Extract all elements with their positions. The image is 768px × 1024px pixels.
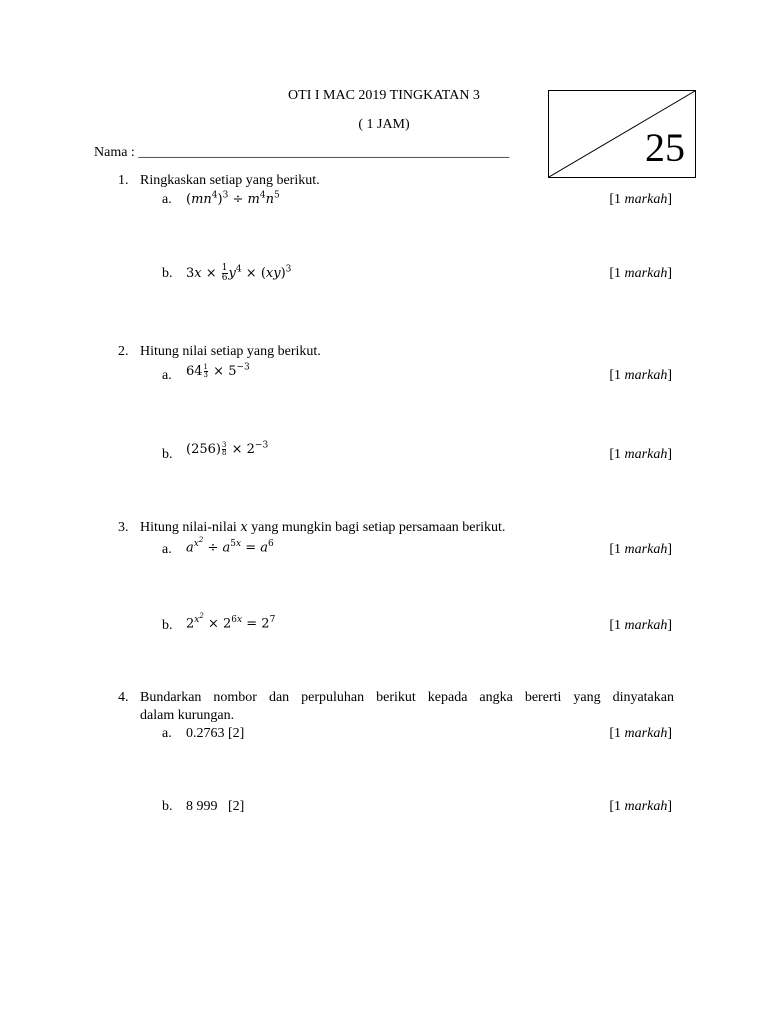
- question-1-text: Ringkaskan setiap yang berikut.: [140, 173, 320, 188]
- duration: ( 1 JAM): [358, 117, 410, 132]
- name-field[interactable]: _____________________________________________________: [138, 145, 510, 160]
- q2a-expression: 64 $\frac{1}{3}$ × $5^{-3}$: [186, 362, 250, 379]
- q4a-label: a.: [162, 726, 172, 741]
- question-1-number: 1.: [118, 173, 129, 188]
- score-value: 25: [645, 125, 685, 170]
- q1b-marks: [1 markah]: [609, 266, 672, 281]
- q4b-expression: 8 999 [2]: [186, 799, 245, 814]
- q4b-label: b.: [162, 799, 173, 814]
- q2b-expression: (256) $\frac{3}{8}$ × $2^{-3}$: [186, 440, 269, 457]
- q2b-label: b.: [162, 447, 173, 462]
- q3b-label: b.: [162, 618, 173, 633]
- q3a-marks: [1 markah]: [609, 542, 672, 557]
- q3b-expression: $2^{x^2} \times 2^{6x} = 2^7$: [186, 612, 276, 632]
- question-4-text-line2: dalam kurungan.: [140, 708, 235, 723]
- q4a-marks: [1 markah]: [609, 726, 672, 741]
- q4a-expression: 0.2763 [2]: [186, 726, 245, 741]
- question-2-number: 2.: [118, 344, 129, 359]
- question-3-text: Hitung nilai-nilai x yang mungkin bagi setiap persamaan berikut.: [140, 520, 506, 535]
- q1a-marks: [1 markah]: [609, 192, 672, 207]
- q2a-marks: [1 markah]: [609, 368, 672, 383]
- question-4-number: 4.: [118, 690, 129, 705]
- page-title: OTI I MAC 2019 TINGKATAN 3: [288, 88, 480, 103]
- q2a-label: a.: [162, 368, 172, 383]
- name-row: [94, 145, 509, 161]
- q2b-marks: [1 markah]: [609, 447, 672, 462]
- question-4-text-line1: Bundarkan nombor dan perpuluhan berikut kepada angka bererti yang dinyatakan: [140, 690, 674, 705]
- question-2-text: Hitung nilai setiap yang berikut.: [140, 344, 321, 359]
- q1a-label: a.: [162, 192, 172, 207]
- q1a-expression: $(mn^4)^3 \div m^4n^5$: [186, 190, 280, 207]
- name-label: Nama :: [94, 145, 135, 160]
- q3a-expression: $a^{x^2} \div a^{5x} = a^6$: [186, 536, 274, 556]
- question-3-number: 3.: [118, 520, 129, 535]
- q1b-label: b.: [162, 266, 173, 281]
- q3a-label: a.: [162, 542, 172, 557]
- q3b-marks: [1 markah]: [609, 618, 672, 633]
- score-box: [548, 90, 696, 178]
- q1b-expression: 3x × $\frac{1}{6}$ $y^4 \times (xy)^3$: [186, 263, 292, 283]
- q4b-marks: [1 markah]: [609, 799, 672, 814]
